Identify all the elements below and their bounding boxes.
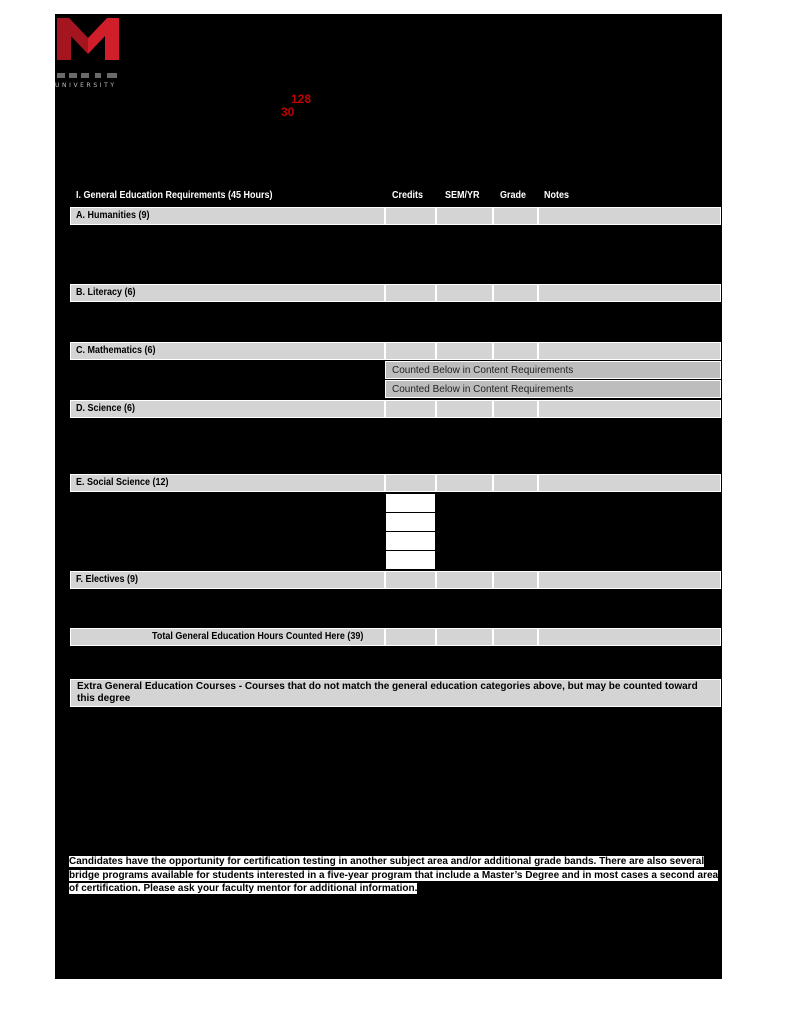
- content-credits-value: 30: [281, 105, 295, 119]
- math-note-2: Counted Below in Content Requirements: [385, 380, 721, 398]
- section-literacy: B. Literacy (6): [76, 287, 136, 298]
- extra-courses-label: Extra General Education Courses - Courses that do not match the general education categories above, but may be counted toward this degree: [77, 681, 698, 704]
- column-credits: Credits: [392, 190, 424, 201]
- column-sem-yr: SEM/YR: [445, 190, 480, 201]
- credit-entry-box[interactable]: [385, 550, 436, 570]
- certification-note-text: Candidates have the opportunity for certification testing in another subject area and/or additional grade bands. There are also several bridge programs available for students interested in a five-year program that include a Master’s Degree and in most cases a second area of certification. Please ask your faculty mentor for additional information.: [69, 856, 719, 894]
- section-humanities: A. Humanities (9): [76, 210, 150, 221]
- math-note-1: Counted Below in Content Requirements: [385, 361, 721, 379]
- column-grade: Grade: [500, 190, 527, 201]
- section-electives: F. Electives (9): [76, 574, 139, 585]
- certification-note: [69, 855, 719, 896]
- table-title: I. General Education Requirements (45 Hours): [76, 190, 273, 201]
- section-social-science: E. Social Science (12): [76, 477, 169, 488]
- column-notes: Notes: [544, 190, 570, 201]
- section-mathematics: C. Mathematics (6): [76, 345, 156, 356]
- credit-entry-box[interactable]: [385, 512, 436, 532]
- section-science: D. Science (6): [76, 403, 136, 414]
- credit-entry-box[interactable]: [385, 493, 436, 513]
- university-logo: [55, 14, 121, 62]
- extra-courses-header: [70, 679, 721, 707]
- total-general-education-label: Total General Education Hours Counted Here (39): [152, 631, 364, 642]
- university-wordmark: UNIVERSITY: [55, 82, 117, 89]
- logo-wordmark-graphic: [55, 70, 121, 80]
- credit-entry-box[interactable]: [385, 531, 436, 551]
- total-credits-value: 128: [291, 92, 312, 106]
